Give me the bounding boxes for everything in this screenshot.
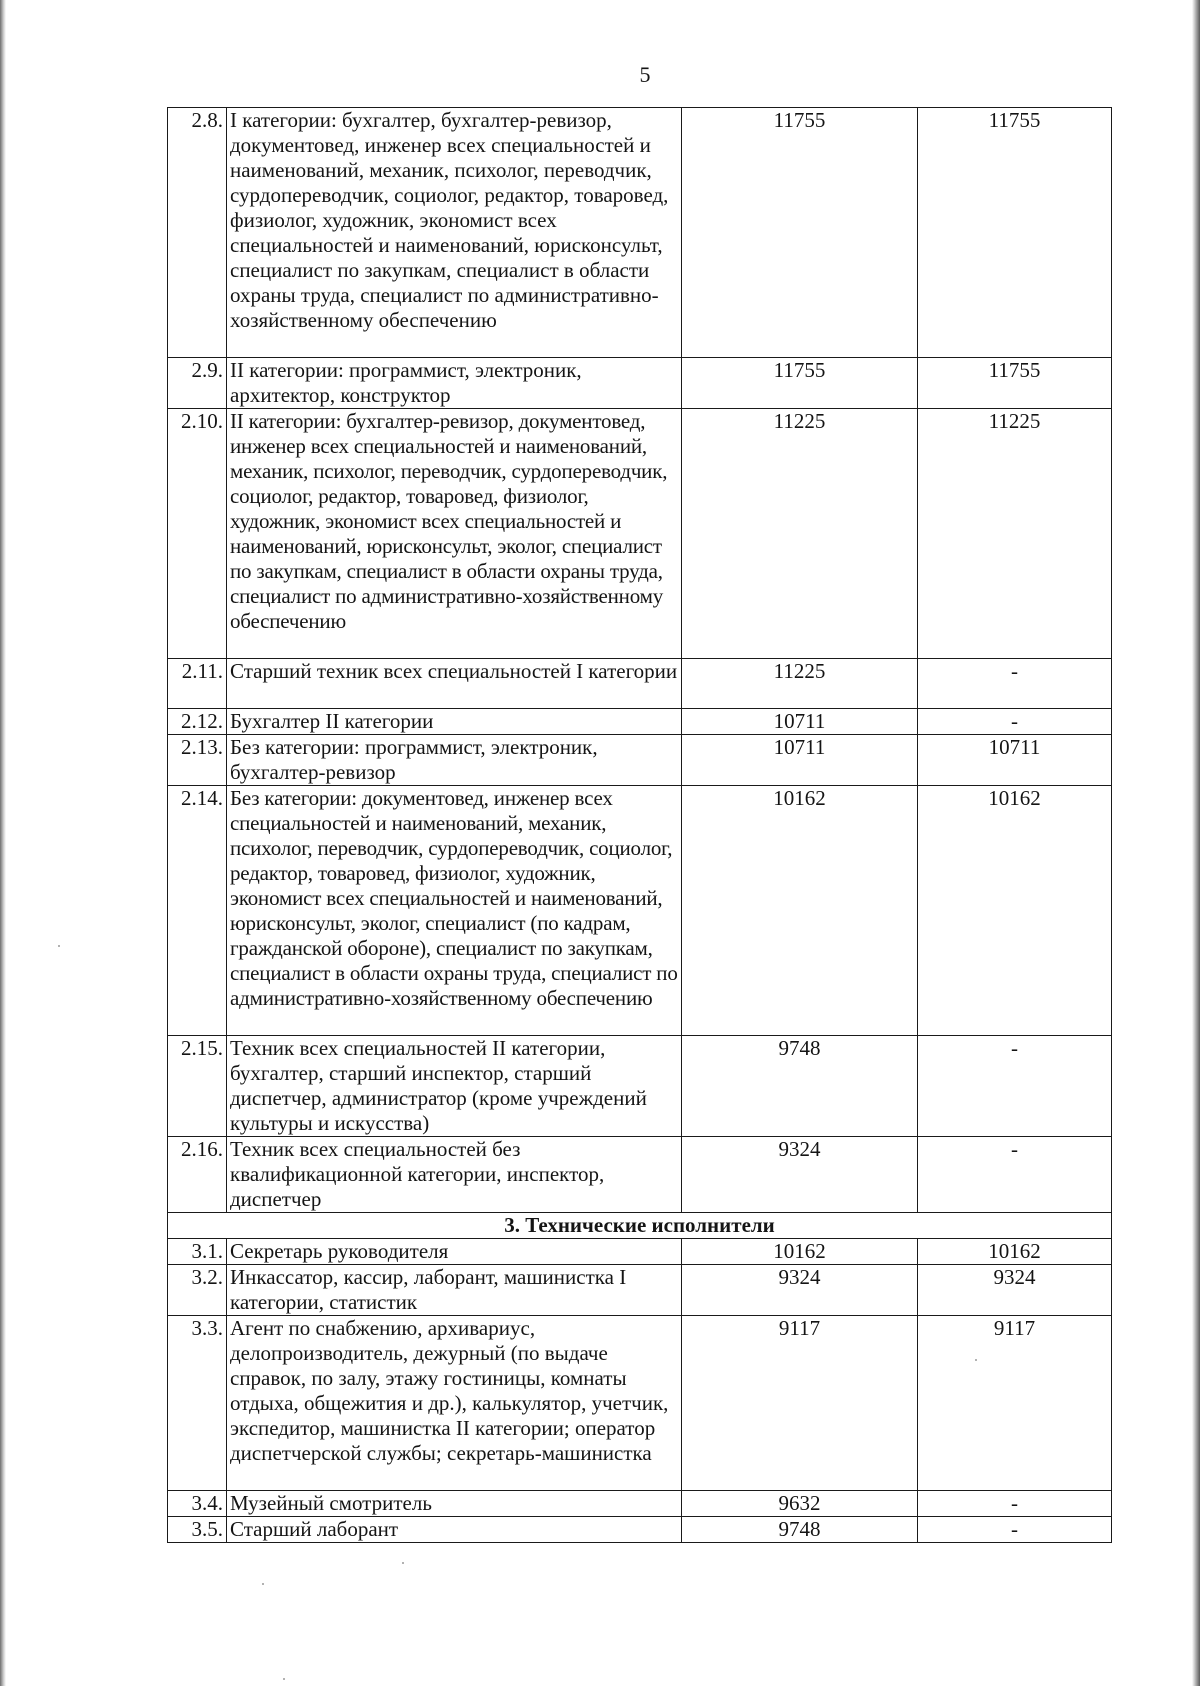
position-name: Техник всех специальностей II категории, бухгалтер, старший инспектор, старший диспетчер, администратор (кроме учреждений культуры и искусства) [227, 1036, 682, 1137]
table-row [168, 1265, 1112, 1316]
position-name: II категории: бухгалтер-ревизор, документовед, инженер всех специальностей и наименований, механик, психолог, переводчик, сурдопереводчик, социолог, редактор, товаровед, физиолог, художник, экономист всех специальностей и наименований, юрисконсульт, эколог, специалист по закупкам, специалист в области охраны труда, специалист по административно-хозяйственному обеспечению [227, 409, 682, 659]
salary-value-2: 11755 [918, 358, 1112, 409]
salary-value-2: - [918, 1137, 1112, 1213]
table-row [168, 659, 1112, 709]
position-name: Агент по снабжению, архивариус, делопроизводитель, дежурный (по выдаче справок, по залу, этажу гостиницы, комнаты отдыха, общежития и др.), калькулятор, учетчик, экспедитор, машинистка II категории; оператор диспетчерской службы; секретарь-машинистка [227, 1316, 682, 1491]
salary-value-1: 9324 [682, 1265, 918, 1316]
salary-value-1: 9324 [682, 1137, 918, 1213]
position-name: Техник всех специальностей без квалификационной категории, инспектор, диспетчер [227, 1137, 682, 1213]
salary-value-2: - [918, 1491, 1112, 1517]
row-number: 2.15. [168, 1036, 227, 1137]
row-number: 3.5. [168, 1517, 227, 1543]
position-name: Без категории: программист, электроник, бухгалтер-ревизор [227, 735, 682, 786]
scan-speck [262, 1583, 264, 1585]
table-row [168, 1239, 1112, 1265]
table-row [168, 1036, 1112, 1137]
table-row [168, 786, 1112, 1036]
row-number: 3.2. [168, 1265, 227, 1316]
scan-speck [402, 1562, 404, 1564]
table-row [168, 709, 1112, 735]
table-row [168, 409, 1112, 659]
salary-value-1: 10162 [682, 786, 918, 1036]
scan-speck [58, 945, 60, 947]
salary-value-1: 11225 [682, 659, 918, 709]
salary-table [167, 107, 1112, 1543]
row-number: 3.1. [168, 1239, 227, 1265]
salary-value-1: 9632 [682, 1491, 918, 1517]
row-number: 3.4. [168, 1491, 227, 1517]
salary-value-2: - [918, 709, 1112, 735]
row-number: 2.8. [168, 108, 227, 358]
position-name: II категории: программист, электроник, архитектор, конструктор [227, 358, 682, 409]
row-number: 2.9. [168, 358, 227, 409]
row-number: 2.16. [168, 1137, 227, 1213]
salary-value-1: 10711 [682, 735, 918, 786]
scan-edge-left [0, 0, 6, 1686]
table-row [168, 1517, 1112, 1543]
position-name: Бухгалтер II категории [227, 709, 682, 735]
scan-speck [975, 1359, 977, 1361]
salary-value-2: 11225 [918, 409, 1112, 659]
salary-value-2: 11755 [918, 108, 1112, 358]
salary-value-1: 9748 [682, 1036, 918, 1137]
salary-value-2: 9324 [918, 1265, 1112, 1316]
salary-value-2: - [918, 659, 1112, 709]
position-name: Музейный смотритель [227, 1491, 682, 1517]
table-row [168, 358, 1112, 409]
position-name: Секретарь руководителя [227, 1239, 682, 1265]
table-row [168, 1316, 1112, 1491]
row-number: 2.14. [168, 786, 227, 1036]
table-row [168, 1137, 1112, 1213]
section-header-row [168, 1213, 1112, 1239]
salary-value-1: 10162 [682, 1239, 918, 1265]
position-name: Старший техник всех специальностей I категории [227, 659, 682, 709]
position-name: Без категории: документовед, инженер всех специальностей и наименований, механик, психолог, переводчик, сурдопереводчик, социолог, редактор, товаровед, физиолог, художник, экономист всех специальностей и наименований, юрисконсульт, эколог, специалист (по кадрам, гражданской обороне), специалист по закупкам, специалист в области охраны труда, специалист по административно-хозяйственному обеспечению [227, 786, 682, 1036]
salary-value-1: 10711 [682, 709, 918, 735]
table-row [168, 735, 1112, 786]
position-name: Инкассатор, кассир, лаборант, машинистка I категории, статистик [227, 1265, 682, 1316]
position-name: I категории: бухгалтер, бухгалтер-ревизор, документовед, инженер всех специальностей и наименований, механик, психолог, переводчик, сурдопереводчик, социолог, редактор, товаровед, физиолог, художник, экономист всех специальностей и наименований, юрисконсульт, специалист по закупкам, специалист в области охраны труда, специалист по административно-хозяйственному обеспечению [227, 108, 682, 358]
row-number: 2.10. [168, 409, 227, 659]
row-number: 3.3. [168, 1316, 227, 1491]
salary-value-1: 9117 [682, 1316, 918, 1491]
row-number: 2.13. [168, 735, 227, 786]
salary-value-1: 11225 [682, 409, 918, 659]
row-number: 2.11. [168, 659, 227, 709]
row-number: 2.12. [168, 709, 227, 735]
salary-value-2: 10711 [918, 735, 1112, 786]
salary-value-1: 9748 [682, 1517, 918, 1543]
salary-value-2: 10162 [918, 1239, 1112, 1265]
section-title: 3. Технические исполнители [168, 1213, 1112, 1239]
salary-value-2: 9117 [918, 1316, 1112, 1491]
table-row [168, 1491, 1112, 1517]
position-name: Старший лаборант [227, 1517, 682, 1543]
scan-edge-right [1192, 0, 1200, 1686]
salary-value-2: - [918, 1517, 1112, 1543]
salary-value-1: 11755 [682, 108, 918, 358]
scan-speck [283, 1678, 285, 1680]
salary-value-1: 11755 [682, 358, 918, 409]
salary-value-2: 10162 [918, 786, 1112, 1036]
page-number: 5 [639, 62, 651, 87]
salary-value-2: - [918, 1036, 1112, 1137]
table-row [168, 108, 1112, 358]
